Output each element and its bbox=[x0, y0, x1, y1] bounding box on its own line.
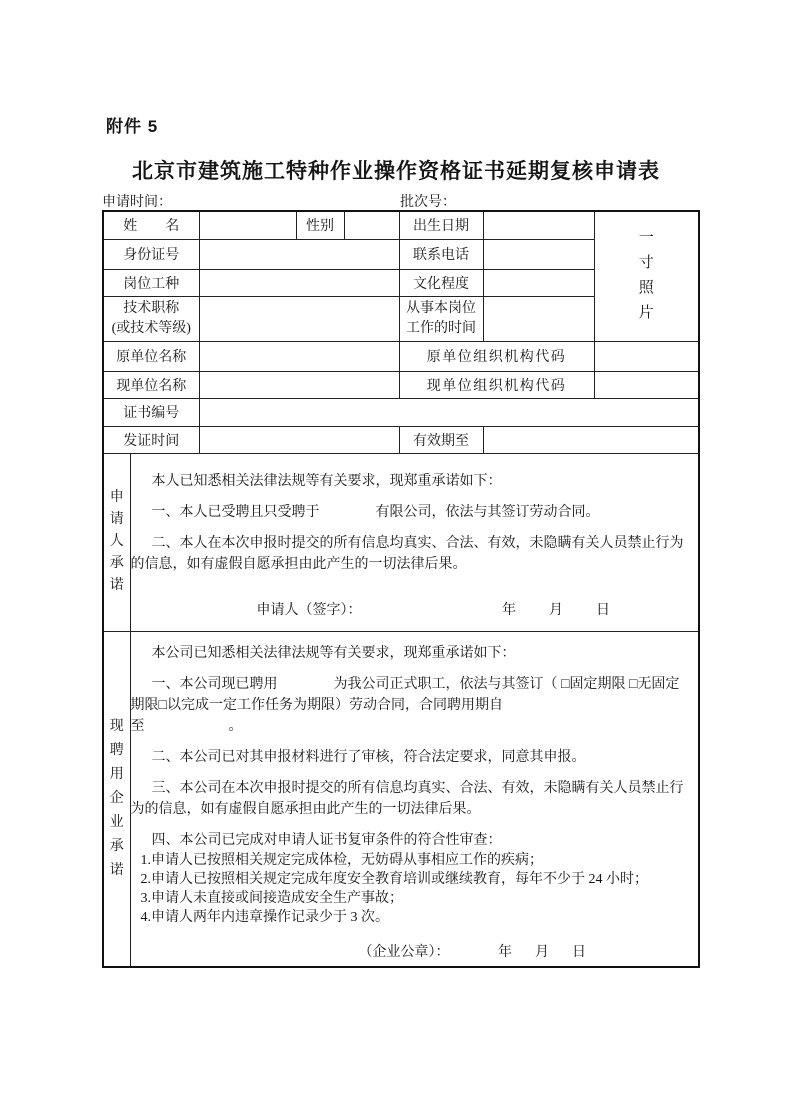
review-item: 1.申请人已按照相关规定完成体检，无妨碍从事相应工作的疾病； bbox=[140, 852, 543, 868]
orig-unit-code-label: 原单位组织机构代码 bbox=[399, 341, 594, 371]
employer-stamp-row bbox=[131, 942, 699, 963]
cert-no-label: 证书编号 bbox=[103, 398, 199, 426]
name-label: 姓 名 bbox=[103, 211, 199, 239]
commitment-paragraph-continuation: 至 。 bbox=[130, 718, 243, 734]
day-label: 日 bbox=[572, 944, 586, 960]
valid-until-value-cell bbox=[483, 426, 699, 453]
review-item: 2.申请人已按照相关规定完成年度安全教育培训或继续教育，每年不少于 24 小时； bbox=[140, 871, 648, 887]
tech-title-label-line1: 技术职称 bbox=[123, 301, 180, 317]
commitment-paragraph: 本公司已知悉相关法律法规等有关要求，现郑重承诺如下： bbox=[151, 645, 516, 661]
cur-unit-label: 现单位名称 bbox=[103, 371, 199, 398]
education-value-cell bbox=[483, 269, 594, 296]
tenure-label-line2: 工作的时间 bbox=[406, 320, 476, 336]
orig-unit-label: 原单位名称 bbox=[103, 341, 199, 371]
birth-date-value-cell bbox=[483, 211, 594, 239]
employer-commitment-row bbox=[103, 631, 699, 967]
commitment-paragraph: 二、本公司已对其申报材料进行了审核，符合法定要求，同意其申报。 bbox=[151, 749, 586, 765]
commitment-paragraph: 二、本人在本次申报时提交的所有信息均真实、合法、有效，未隐瞒有关人员禁止行为 bbox=[151, 536, 684, 551]
applicant-commitment-side-label: 申请人承诺 bbox=[109, 490, 124, 593]
cert-no-value-cell bbox=[199, 398, 699, 426]
applicant-sign-label: 申请人（签字）： bbox=[256, 603, 362, 618]
table-row bbox=[103, 398, 699, 426]
table-row bbox=[103, 341, 699, 371]
job-type-value-cell bbox=[199, 269, 399, 296]
tenure-value-cell bbox=[483, 296, 594, 341]
tech-title-label bbox=[103, 296, 199, 341]
meta-row bbox=[102, 191, 698, 211]
commitment-paragraph: 一、本公司现已聘用 为我公司正式职工，依法与其签订（ □固定期限 □无固定 bbox=[151, 676, 680, 692]
id-number-label: 身份证号 bbox=[103, 239, 199, 269]
cur-unit-value-cell bbox=[199, 371, 399, 398]
name-value-cell bbox=[199, 211, 296, 239]
tech-title-label-line2: (或技术等级) bbox=[111, 320, 191, 336]
table-row bbox=[103, 426, 699, 453]
year-label: 年 bbox=[502, 603, 516, 618]
commitment-paragraph: 三、本公司在本次申报时提交的所有信息均真实、合法、有效，未隐瞒有关人员禁止行 bbox=[151, 780, 684, 796]
id-number-value-cell bbox=[199, 239, 399, 269]
job-type-label: 岗位工种 bbox=[103, 269, 199, 296]
orig-unit-code-value-cell bbox=[594, 341, 699, 371]
commitment-paragraph: 四、本公司已完成对申请人证书复审条件的符合性审查： bbox=[151, 832, 502, 848]
gender-value-cell bbox=[344, 211, 399, 239]
photo-cell bbox=[594, 211, 699, 341]
applicant-commitment-side-label-cell bbox=[103, 453, 130, 631]
commitment-paragraph-continuation: 的信息，如有虚假自愿承担由此产生的一切法律后果。 bbox=[130, 557, 467, 572]
attachment-label: 附件 5 bbox=[106, 117, 159, 136]
stamp-label: （企业公章）： bbox=[358, 944, 450, 960]
day-label: 日 bbox=[596, 603, 610, 618]
commitment-paragraph-continuation: 为的信息，如有虚假自愿承担由此产生的一切法律后果。 bbox=[130, 801, 481, 817]
review-item: 3.申请人未直接或间接造成安全生产事故； bbox=[140, 890, 403, 906]
commitment-paragraph: 本人已知悉相关法律法规等有关要求，现郑重承诺如下： bbox=[151, 474, 502, 489]
phone-value-cell bbox=[483, 239, 594, 269]
issue-date-value-cell bbox=[199, 426, 399, 453]
application-table bbox=[102, 210, 700, 968]
orig-unit-value-cell bbox=[199, 341, 399, 371]
month-label: 月 bbox=[535, 944, 549, 960]
cur-unit-code-value-cell bbox=[594, 371, 699, 398]
issue-date-label: 发证时间 bbox=[103, 426, 199, 453]
tech-title-value-cell bbox=[199, 296, 399, 341]
employer-commitment-side-label-cell bbox=[103, 631, 130, 967]
education-label: 文化程度 bbox=[399, 269, 483, 296]
apply-time-label: 申请时间： bbox=[102, 195, 172, 210]
month-label: 月 bbox=[549, 603, 563, 618]
employer-commitment-content bbox=[130, 631, 699, 967]
phone-label: 联系电话 bbox=[399, 239, 483, 269]
applicant-commitment-content bbox=[130, 453, 699, 631]
applicant-commitment-row bbox=[103, 453, 699, 631]
table-row bbox=[103, 371, 699, 398]
table-row bbox=[103, 211, 699, 239]
form-title: 北京市建筑施工特种作业操作资格证书延期复核申请表 bbox=[132, 159, 660, 183]
commitment-paragraph-continuation: 期限□以完成一定工作任务为期限）劳动合同，合同聘用期自 bbox=[130, 697, 503, 713]
valid-until-label: 有效期至 bbox=[399, 426, 483, 453]
gender-label: 性别 bbox=[296, 211, 344, 239]
review-item: 4.申请人两年内违章操作记录少于 3 次。 bbox=[140, 909, 389, 925]
birth-date-label: 出生日期 bbox=[399, 211, 483, 239]
employer-commitment-side-label: 现聘用企业承诺 bbox=[109, 718, 124, 878]
tenure-label-line1: 从事本岗位 bbox=[406, 301, 476, 317]
tenure-label bbox=[399, 296, 483, 341]
applicant-signature-row bbox=[131, 600, 699, 621]
year-label: 年 bbox=[498, 944, 512, 960]
photo-placeholder-label: 一寸照片 bbox=[638, 230, 654, 322]
cur-unit-code-label: 现单位组织机构代码 bbox=[399, 371, 594, 398]
batch-no-label: 批次号： bbox=[400, 195, 456, 210]
commitment-paragraph: 一、本人已受聘且只受聘于 有限公司，依法与其签订劳动合同。 bbox=[151, 505, 600, 520]
